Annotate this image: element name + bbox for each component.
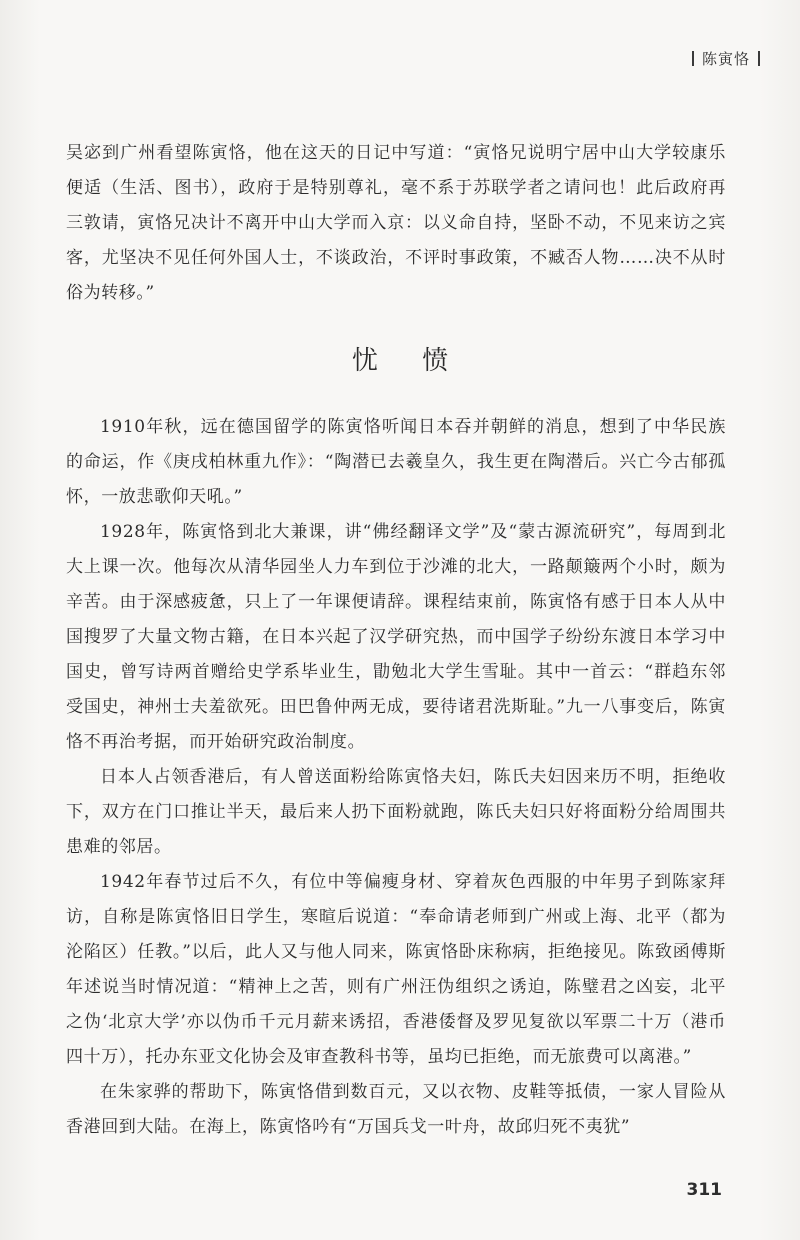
- paragraph: 在朱家骅的帮助下，陈寅恪借到数百元，又以衣物、皮鞋等抵债，一家人冒险从香港回到大陆。在海上，陈寅恪吟有“万国兵戈一叶舟，故邱归死不夷犹”: [66, 1082, 726, 1137]
- header-divider-right: [758, 51, 760, 66]
- continued-paragraph: [66, 136, 726, 311]
- paragraph-text: 吴宓到广州看望陈寅恪，他在这天的日记中写道：“寅恪兄说明宁居中山大学较康乐便适（生活、图书），政府于是特别尊礼，毫不系于苏联学者之请问也！此后政府再三敦请，寅恪兄决计不离开中山大学而入京：以义命自持，坚卧不动，不见来访之宾客，尤坚决不见任何外国人士，不谈政治，不评时事政策，不臧否人物……决不从时俗为转移。”: [66, 143, 726, 303]
- section-title: 忧 愤: [351, 346, 467, 376]
- paragraph: 1910年秋，远在德国留学的陈寅恪听闻日本吞并朝鲜的消息，想到了中华民族的命运，作《庚戌柏林重九作》：“陶潜已去羲皇久，我生更在陶潜后。兴亡今古郁孤怀，一放悲歌仰天吼。”: [66, 417, 726, 507]
- running-title: 陈寅恪: [701, 50, 750, 68]
- running-header: [692, 48, 760, 69]
- paragraph: 1928年，陈寅恪到北大兼课，讲“佛经翻译文学”及“蒙古源流研究”，每周到北大上课一次。他每次从清华园坐人力车到位于沙滩的北大，一路颠簸两个小时，颇为辛苦。由于深感疲惫，只上了一年课便请辞。课程结束前，陈寅恪有感于日本人从中国搜罗了大量文物古籍，在日本兴起了汉学研究热，而中国学子纷纷东渡日本学习中国史，曾写诗两首赠给史学系毕业生，勖勉北大学生雪耻。其中一首云：“群趋东邻受国史，神州士夫羞欲死。田巴鲁仲两无成，要待诸君洗斯耻。”九一八事变后，陈寅恪不再治考据，而开始研究政治制度。: [66, 522, 726, 752]
- section-body: [66, 410, 726, 1145]
- paragraph: 日本人占领香港后，有人曾送面粉给陈寅恪夫妇，陈氏夫妇因来历不明，拒绝收下，双方在门口推让半天，最后来人扔下面粉就跑，陈氏夫妇只好将面粉分给周围共患难的邻居。: [66, 767, 726, 857]
- page-number: 311: [686, 1180, 722, 1200]
- paragraph: 1942年春节过后不久，有位中等偏瘦身材、穿着灰色西服的中年男子到陈家拜访，自称是陈寅恪旧日学生，寒暄后说道：“奉命请老师到广州或上海、北平（都为沦陷区）任教。”以后，此人又与他人同来，陈寅恪卧床称病，拒绝接见。陈致函傅斯年述说当时情况道：“精神上之苦，则有广州汪伪组织之诱迫，陈璧君之凶妄，北平之伪‘北京大学’亦以伪币千元月薪来诱招，香港倭督及罗见复欲以军票二十万（港币四十万），托办东亚文化协会及审查教科书等，虽均已拒绝，而无旅费可以离港。”: [66, 872, 726, 1067]
- header-divider-left: [692, 51, 694, 66]
